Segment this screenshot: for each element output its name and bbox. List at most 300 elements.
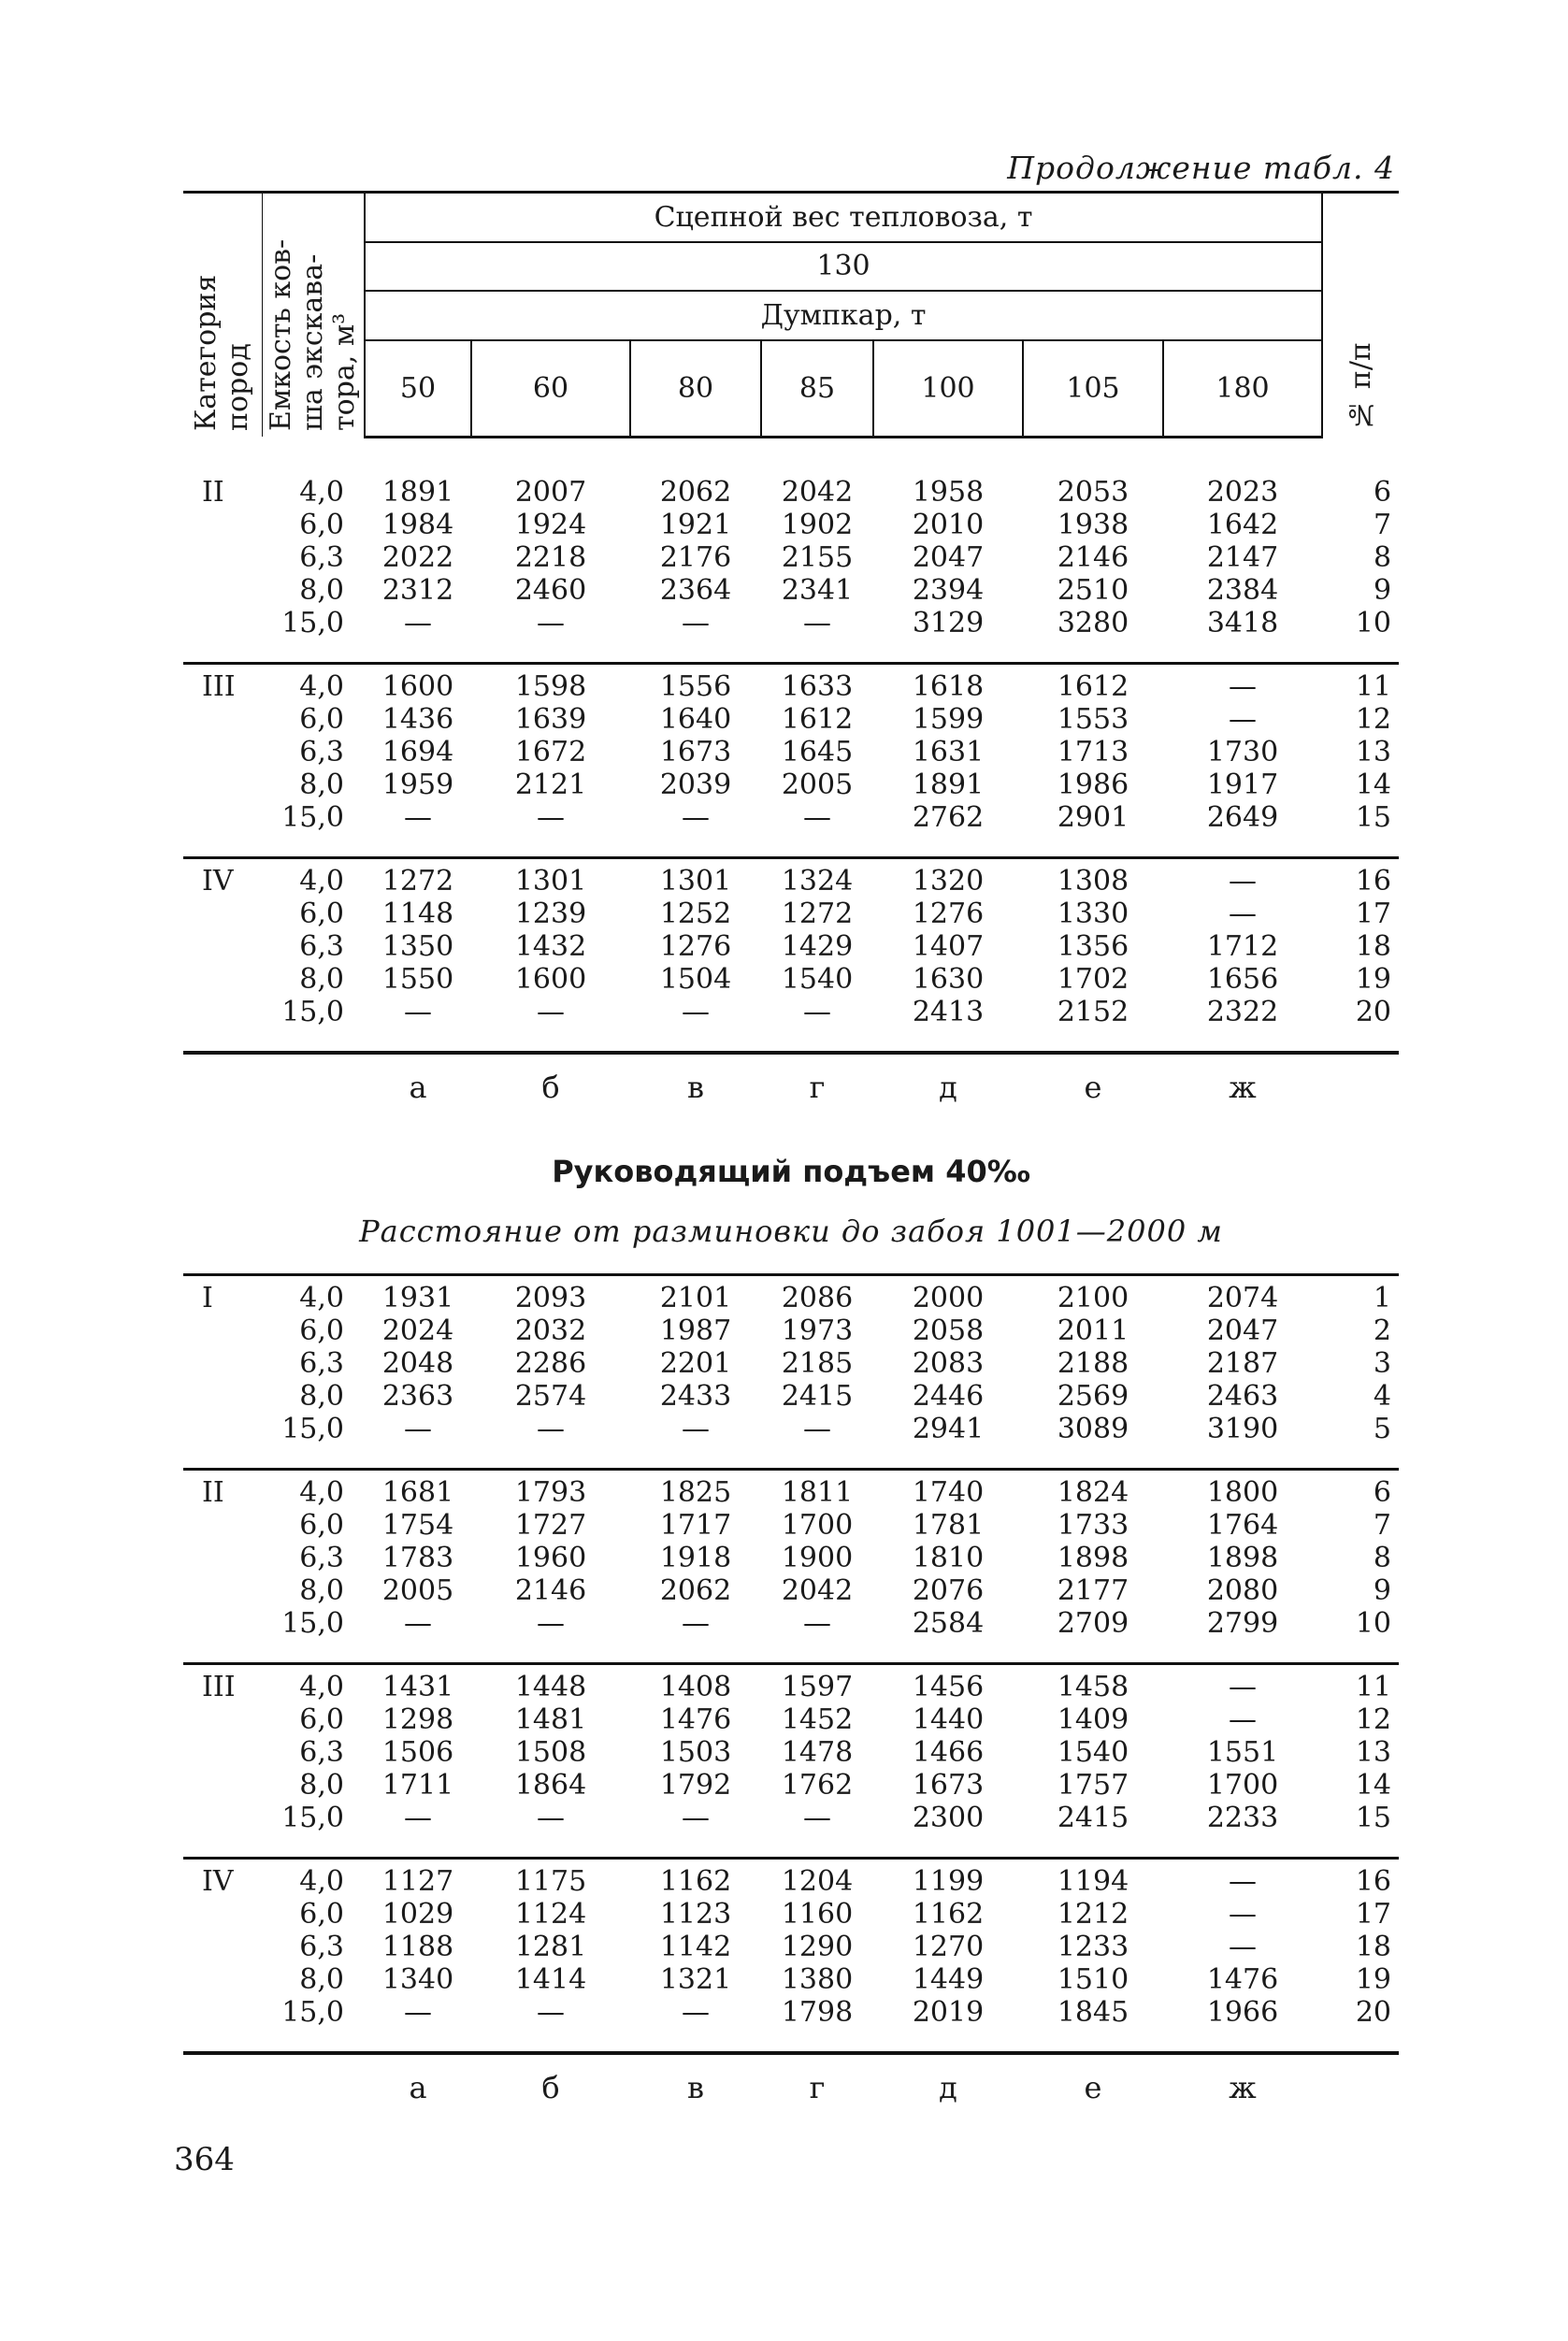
value-cell: 1233 <box>1057 1930 1129 1963</box>
column-letter: б <box>541 2069 560 2105</box>
rock-category <box>183 1574 262 1607</box>
value-cell: 2460 <box>514 573 587 607</box>
value-cell: — <box>1163 1858 1322 1898</box>
bucket-capacity: 6,3 <box>299 735 344 768</box>
row-number: 18 <box>1355 929 1392 963</box>
bucket-capacity: 6,3 <box>299 1930 344 1963</box>
bucket-capacity: 6,3 <box>299 1541 344 1574</box>
bucket-capacity: 4,0 <box>262 663 365 703</box>
value-cell: 1898 <box>1057 1541 1129 1574</box>
value-cell: 2146 <box>514 1573 587 1607</box>
row-number: 7 <box>1373 508 1392 541</box>
row-number: 8 <box>1373 1541 1391 1574</box>
header-dumpcar-capacity: 105 <box>1023 340 1163 438</box>
table-row <box>183 898 1399 930</box>
value-cell: 1160 <box>781 1897 854 1931</box>
bucket-capacity: 6,0 <box>299 1702 344 1736</box>
rock-category <box>183 607 262 639</box>
section-subheading: Расстояние от разминовки до забоя 1001—2000 м <box>359 1213 1223 1249</box>
row-number: 6 <box>1373 475 1392 509</box>
value-cell: 1029 <box>381 1897 454 1931</box>
value-cell: — <box>803 606 831 639</box>
value-cell: 1864 <box>514 1768 587 1802</box>
value-cell: — <box>404 1801 432 1834</box>
value-cell: 1476 <box>1206 1962 1279 1996</box>
bucket-capacity: 6,0 <box>299 1897 344 1931</box>
rock-category: III <box>183 1663 262 1703</box>
value-cell: 1503 <box>659 1735 732 1769</box>
bucket-capacity: 8,0 <box>299 1573 344 1607</box>
table-row <box>183 857 1399 898</box>
row-number: 13 <box>1355 1735 1391 1769</box>
column-letter-spacer <box>262 1055 365 1120</box>
rock-category: IV <box>183 857 262 898</box>
header-row-number: № п/п <box>1322 193 1399 438</box>
table-part-2 <box>183 1273 1399 2120</box>
value-cell: 1272 <box>781 897 854 930</box>
value-cell: 1764 <box>1206 1508 1279 1542</box>
table-row <box>183 1314 1399 1347</box>
table-row <box>183 963 1399 996</box>
row-number: 14 <box>1355 768 1392 801</box>
value-cell: 1740 <box>873 1469 1023 1509</box>
header-dumpcar-capacity: 180 <box>1163 340 1322 438</box>
value-cell: — <box>1229 1930 1257 1963</box>
value-cell: 1466 <box>912 1735 985 1769</box>
value-cell: — <box>1229 897 1258 930</box>
header-category: Категория пород <box>183 193 262 438</box>
value-cell: 2799 <box>1206 1606 1279 1640</box>
value-cell: — <box>682 606 710 639</box>
header-dumpcar-capacity: 50 <box>365 340 471 438</box>
value-cell: 1458 <box>1023 1663 1163 1703</box>
value-cell: 1301 <box>630 857 761 898</box>
value-cell: 2101 <box>630 1274 761 1314</box>
value-cell: 1431 <box>365 1663 471 1703</box>
table-row <box>183 1274 1399 1314</box>
value-cell: 2188 <box>1057 1346 1129 1380</box>
value-cell: 1642 <box>1206 508 1279 541</box>
bucket-capacity: 6,0 <box>299 1508 344 1542</box>
value-cell: — <box>682 800 710 834</box>
value-cell: — <box>1163 857 1322 898</box>
rock-category <box>183 1996 262 2029</box>
value-cell: — <box>404 1412 432 1445</box>
value-cell: 2047 <box>1206 1314 1279 1347</box>
bucket-capacity: 8,0 <box>299 962 344 996</box>
value-cell: 1618 <box>873 663 1023 703</box>
value-cell: 1792 <box>659 1768 732 1802</box>
value-cell: 2187 <box>1206 1346 1279 1380</box>
value-cell: 1598 <box>471 663 630 703</box>
value-cell: 1504 <box>659 962 732 996</box>
column-letter-spacer <box>262 2055 365 2120</box>
column-letter: ж <box>1229 2069 1257 2105</box>
rock-category: I <box>183 1274 262 1314</box>
bucket-capacity: 6,3 <box>299 1735 344 1769</box>
table-row <box>183 607 1399 639</box>
row-number: 6 <box>1322 1469 1399 1509</box>
value-cell: 2201 <box>659 1346 732 1380</box>
rock-category <box>183 1963 262 1996</box>
value-cell: 2413 <box>912 995 985 1028</box>
value-cell: — <box>404 800 432 834</box>
value-cell: 1781 <box>912 1508 985 1542</box>
row-number: 20 <box>1355 995 1392 1028</box>
bucket-capacity: 4,0 <box>262 1663 365 1703</box>
value-cell: 2463 <box>1206 1379 1279 1413</box>
value-cell: 2121 <box>514 768 587 801</box>
value-cell: 1123 <box>659 1897 732 1931</box>
value-cell: 2062 <box>659 475 732 509</box>
column-letter-spacer <box>1322 1055 1399 1120</box>
row-number: 17 <box>1355 1897 1391 1931</box>
value-cell: — <box>803 1606 831 1640</box>
table-row <box>183 1769 1399 1802</box>
row-number: 16 <box>1322 1858 1399 1898</box>
value-cell: 1321 <box>659 1962 732 1996</box>
value-cell: 1793 <box>471 1469 630 1509</box>
value-cell: — <box>537 1412 565 1445</box>
value-cell: 1429 <box>781 929 854 963</box>
table-row <box>183 509 1399 541</box>
value-cell: 2185 <box>781 1346 854 1380</box>
header-capacity: Емкость ков- ша экскава- тора, м³ <box>262 193 365 438</box>
value-cell: 2384 <box>1206 573 1279 607</box>
rock-category <box>183 703 262 736</box>
value-cell: 2100 <box>1023 1274 1163 1314</box>
value-cell: 2053 <box>1057 475 1129 509</box>
table-row <box>183 1898 1399 1931</box>
value-cell: 1612 <box>1023 663 1163 703</box>
row-number: 10 <box>1355 606 1392 639</box>
table-row <box>183 736 1399 768</box>
bucket-capacity: 15,0 <box>281 1412 344 1445</box>
value-cell: 2007 <box>514 475 587 509</box>
header-traction-value: 130 <box>365 242 1322 292</box>
value-cell: — <box>1229 1897 1257 1931</box>
rock-category <box>183 1898 262 1931</box>
column-letter: в <box>686 2069 704 2105</box>
rock-category: IV <box>183 1858 262 1898</box>
value-cell: — <box>803 1801 831 1834</box>
value-cell: 1252 <box>659 897 732 930</box>
value-cell: 1272 <box>365 857 471 898</box>
table-row <box>183 768 1399 801</box>
value-cell: 1350 <box>381 929 454 963</box>
bucket-capacity: 6,0 <box>299 897 344 930</box>
header-traction: Сцепной вес тепловоза, т <box>365 193 1322 242</box>
table-row <box>183 476 1399 509</box>
row-number: 13 <box>1355 735 1392 768</box>
value-cell: 1717 <box>659 1508 732 1542</box>
row-number: 15 <box>1355 800 1392 834</box>
value-cell: 2286 <box>514 1346 587 1380</box>
rock-category <box>183 1380 262 1413</box>
bucket-capacity: 8,0 <box>299 1962 344 1996</box>
bucket-capacity: 4,0 <box>262 857 365 898</box>
row-number: 16 <box>1322 857 1399 898</box>
value-cell: 2584 <box>912 1606 985 1640</box>
value-cell: 2019 <box>912 1995 985 2029</box>
column-letter: в <box>686 1069 704 1105</box>
page-number: 364 <box>174 2141 235 2178</box>
value-cell: — <box>537 995 565 1028</box>
value-cell: 1986 <box>1057 768 1129 801</box>
value-cell: 1673 <box>659 735 732 768</box>
value-cell: 1918 <box>659 1541 732 1574</box>
value-cell: 2322 <box>1206 995 1279 1028</box>
value-cell: 2300 <box>912 1801 985 1834</box>
rock-category <box>183 509 262 541</box>
value-cell: — <box>404 995 432 1028</box>
bucket-capacity: 4,0 <box>262 1858 365 1898</box>
rock-category <box>183 898 262 930</box>
bucket-capacity: 8,0 <box>299 573 344 607</box>
value-cell: 1320 <box>873 857 1023 898</box>
table-row <box>183 541 1399 574</box>
table-row <box>183 1469 1399 1509</box>
value-cell: 1476 <box>659 1702 732 1736</box>
value-cell: 1713 <box>1057 735 1129 768</box>
value-cell: 1973 <box>781 1314 854 1347</box>
row-number: 11 <box>1322 1663 1399 1703</box>
value-cell: 1783 <box>381 1541 454 1574</box>
value-cell: 2762 <box>912 800 985 834</box>
value-cell: 2074 <box>1163 1274 1322 1314</box>
table-row <box>183 1509 1399 1542</box>
value-cell: 2901 <box>1057 800 1129 834</box>
row-number: 20 <box>1355 1995 1391 2029</box>
table-row <box>183 1802 1399 1834</box>
value-cell: — <box>682 1606 710 1640</box>
table-row <box>183 1931 1399 1963</box>
bucket-capacity: 15,0 <box>281 1801 344 1834</box>
value-cell: 2574 <box>514 1379 587 1413</box>
table-row <box>183 1542 1399 1574</box>
value-cell: 2048 <box>381 1346 454 1380</box>
rock-category: II <box>202 475 224 509</box>
rock-category <box>183 541 262 574</box>
value-cell: 1597 <box>761 1663 873 1703</box>
value-cell: — <box>537 1995 565 2029</box>
bucket-capacity: 15,0 <box>281 606 344 639</box>
value-cell: 1440 <box>912 1702 985 1736</box>
value-cell: 1672 <box>514 735 587 768</box>
value-cell: 1448 <box>471 1663 630 1703</box>
bucket-capacity: 15,0 <box>281 1995 344 2029</box>
rock-category <box>183 736 262 768</box>
row-number: 19 <box>1355 1962 1391 1996</box>
value-cell: 1811 <box>761 1469 873 1509</box>
row-number: 4 <box>1373 1379 1391 1413</box>
value-cell: 1508 <box>514 1735 587 1769</box>
bucket-capacity: 8,0 <box>299 1379 344 1413</box>
value-cell: — <box>537 1606 565 1640</box>
value-cell: 2042 <box>781 1573 854 1607</box>
row-number: 12 <box>1355 1702 1391 1736</box>
value-cell: 3089 <box>1057 1412 1129 1445</box>
table-row <box>183 663 1399 703</box>
value-cell: 1891 <box>381 475 454 509</box>
row-number: 18 <box>1355 1930 1391 1963</box>
rock-category <box>183 1802 262 1834</box>
value-cell: 1409 <box>1057 1702 1129 1736</box>
row-number: 17 <box>1355 897 1392 930</box>
rock-category <box>183 574 262 607</box>
value-cell: 2024 <box>381 1314 454 1347</box>
row-number: 15 <box>1355 1801 1391 1834</box>
table-part-2-body <box>183 1274 1399 2120</box>
value-cell: 2080 <box>1206 1573 1279 1607</box>
value-cell: 1800 <box>1163 1469 1322 1509</box>
table-row <box>183 996 1399 1028</box>
value-cell: — <box>682 1412 710 1445</box>
value-cell: 2023 <box>1206 475 1279 509</box>
value-cell: 2415 <box>781 1379 854 1413</box>
value-cell: 1900 <box>781 1541 854 1574</box>
value-cell: 1301 <box>471 857 630 898</box>
value-cell: 2941 <box>912 1412 985 1445</box>
table-header <box>183 193 1399 438</box>
value-cell: 1432 <box>514 929 587 963</box>
bucket-capacity: 6,3 <box>299 540 344 574</box>
table-row <box>183 1858 1399 1898</box>
value-cell: 1845 <box>1057 1995 1129 2029</box>
value-cell: 1408 <box>630 1663 761 1703</box>
bucket-capacity: 6,0 <box>299 508 344 541</box>
column-letter-spacer <box>1322 2055 1399 2120</box>
value-cell: 1681 <box>365 1469 471 1509</box>
value-cell: 1204 <box>761 1858 873 1898</box>
value-cell: 1276 <box>659 929 732 963</box>
value-cell: 1162 <box>912 1897 985 1931</box>
section-heading: Руководящий подъем 40‰ <box>552 1153 1030 1189</box>
value-cell: 1960 <box>514 1541 587 1574</box>
value-cell: — <box>1229 702 1258 736</box>
table-row <box>183 703 1399 736</box>
value-cell: 1340 <box>381 1962 454 1996</box>
value-cell: 2039 <box>659 768 732 801</box>
bucket-capacity: 6,3 <box>299 1346 344 1380</box>
value-cell: 2510 <box>1057 573 1129 607</box>
row-number: 7 <box>1373 1508 1391 1542</box>
value-cell: 1308 <box>1023 857 1163 898</box>
value-cell: 1762 <box>781 1768 854 1802</box>
table-row <box>183 1607 1399 1640</box>
value-cell: — <box>537 606 565 639</box>
column-letter: д <box>939 1069 957 1105</box>
bucket-capacity: 8,0 <box>299 768 344 801</box>
value-cell: 1924 <box>514 508 587 541</box>
value-cell: 1694 <box>381 735 454 768</box>
row-number: 1 <box>1322 1274 1399 1314</box>
header-dumpcar-capacity: 60 <box>471 340 630 438</box>
column-letters-row <box>183 1055 1399 1120</box>
column-letter: г <box>809 2069 826 2105</box>
value-cell: — <box>404 1606 432 1640</box>
row-number: 14 <box>1355 1768 1391 1802</box>
table-row <box>183 1413 1399 1445</box>
bucket-capacity: 6,3 <box>299 929 344 963</box>
column-letter: а <box>409 2069 427 2105</box>
value-cell: 1142 <box>659 1930 732 1963</box>
row-number: 11 <box>1322 663 1399 703</box>
rock-category <box>183 801 262 834</box>
rock-category <box>183 1607 262 1640</box>
value-cell: 2011 <box>1057 1314 1129 1347</box>
value-cell: 3280 <box>1057 606 1129 639</box>
value-cell: 1127 <box>365 1858 471 1898</box>
rock-category: II <box>183 1469 262 1509</box>
value-cell: 1630 <box>912 962 985 996</box>
value-cell: — <box>404 1995 432 2029</box>
value-cell: — <box>803 995 831 1028</box>
column-letter-spacer <box>183 2055 262 2120</box>
value-cell: 1599 <box>912 702 985 736</box>
row-number: 19 <box>1355 962 1392 996</box>
value-cell: 1824 <box>1023 1469 1163 1509</box>
value-cell: 2146 <box>1057 540 1129 574</box>
value-cell: 2032 <box>514 1314 587 1347</box>
column-letter: а <box>409 1069 427 1105</box>
rock-category <box>183 1347 262 1380</box>
value-cell: 1712 <box>1206 929 1279 963</box>
value-cell: 1356 <box>1057 929 1129 963</box>
value-cell: 2218 <box>514 540 587 574</box>
bucket-capacity: 15,0 <box>281 995 344 1028</box>
value-cell: — <box>1163 1663 1322 1703</box>
table-row <box>183 801 1399 834</box>
column-letter: д <box>939 2069 957 2105</box>
bucket-capacity: 6,0 <box>299 1314 344 1347</box>
value-cell: — <box>803 800 831 834</box>
rock-category <box>183 1703 262 1736</box>
value-cell: 1175 <box>471 1858 630 1898</box>
row-number: 3 <box>1373 1346 1391 1380</box>
value-cell: 1730 <box>1206 735 1279 768</box>
value-cell: 1958 <box>912 475 985 509</box>
value-cell: 1510 <box>1057 1962 1129 1996</box>
header-dumpcar-capacity: 100 <box>873 340 1023 438</box>
rock-category <box>183 996 262 1028</box>
table-row <box>183 1663 1399 1703</box>
value-cell: 2177 <box>1057 1573 1129 1607</box>
column-letter: е <box>1084 1069 1102 1105</box>
value-cell: 1600 <box>514 962 587 996</box>
table-row <box>183 1703 1399 1736</box>
value-cell: 1148 <box>381 897 454 930</box>
column-letter: б <box>541 1069 560 1105</box>
value-cell: 1380 <box>781 1962 854 1996</box>
value-cell: 2000 <box>873 1274 1023 1314</box>
value-cell: 1987 <box>659 1314 732 1347</box>
page <box>183 150 1399 2120</box>
value-cell: 2569 <box>1057 1379 1129 1413</box>
value-cell: 1673 <box>912 1768 985 1802</box>
value-cell: 1917 <box>1206 768 1279 801</box>
value-cell: 1298 <box>381 1702 454 1736</box>
value-cell: 1810 <box>912 1541 985 1574</box>
rock-category <box>183 768 262 801</box>
rock-category <box>183 1931 262 1963</box>
value-cell: 1825 <box>630 1469 761 1509</box>
table-row <box>183 1347 1399 1380</box>
value-cell: — <box>682 1995 710 2029</box>
value-cell: 2446 <box>912 1379 985 1413</box>
value-cell: 1902 <box>781 508 854 541</box>
value-cell: — <box>1163 663 1322 703</box>
